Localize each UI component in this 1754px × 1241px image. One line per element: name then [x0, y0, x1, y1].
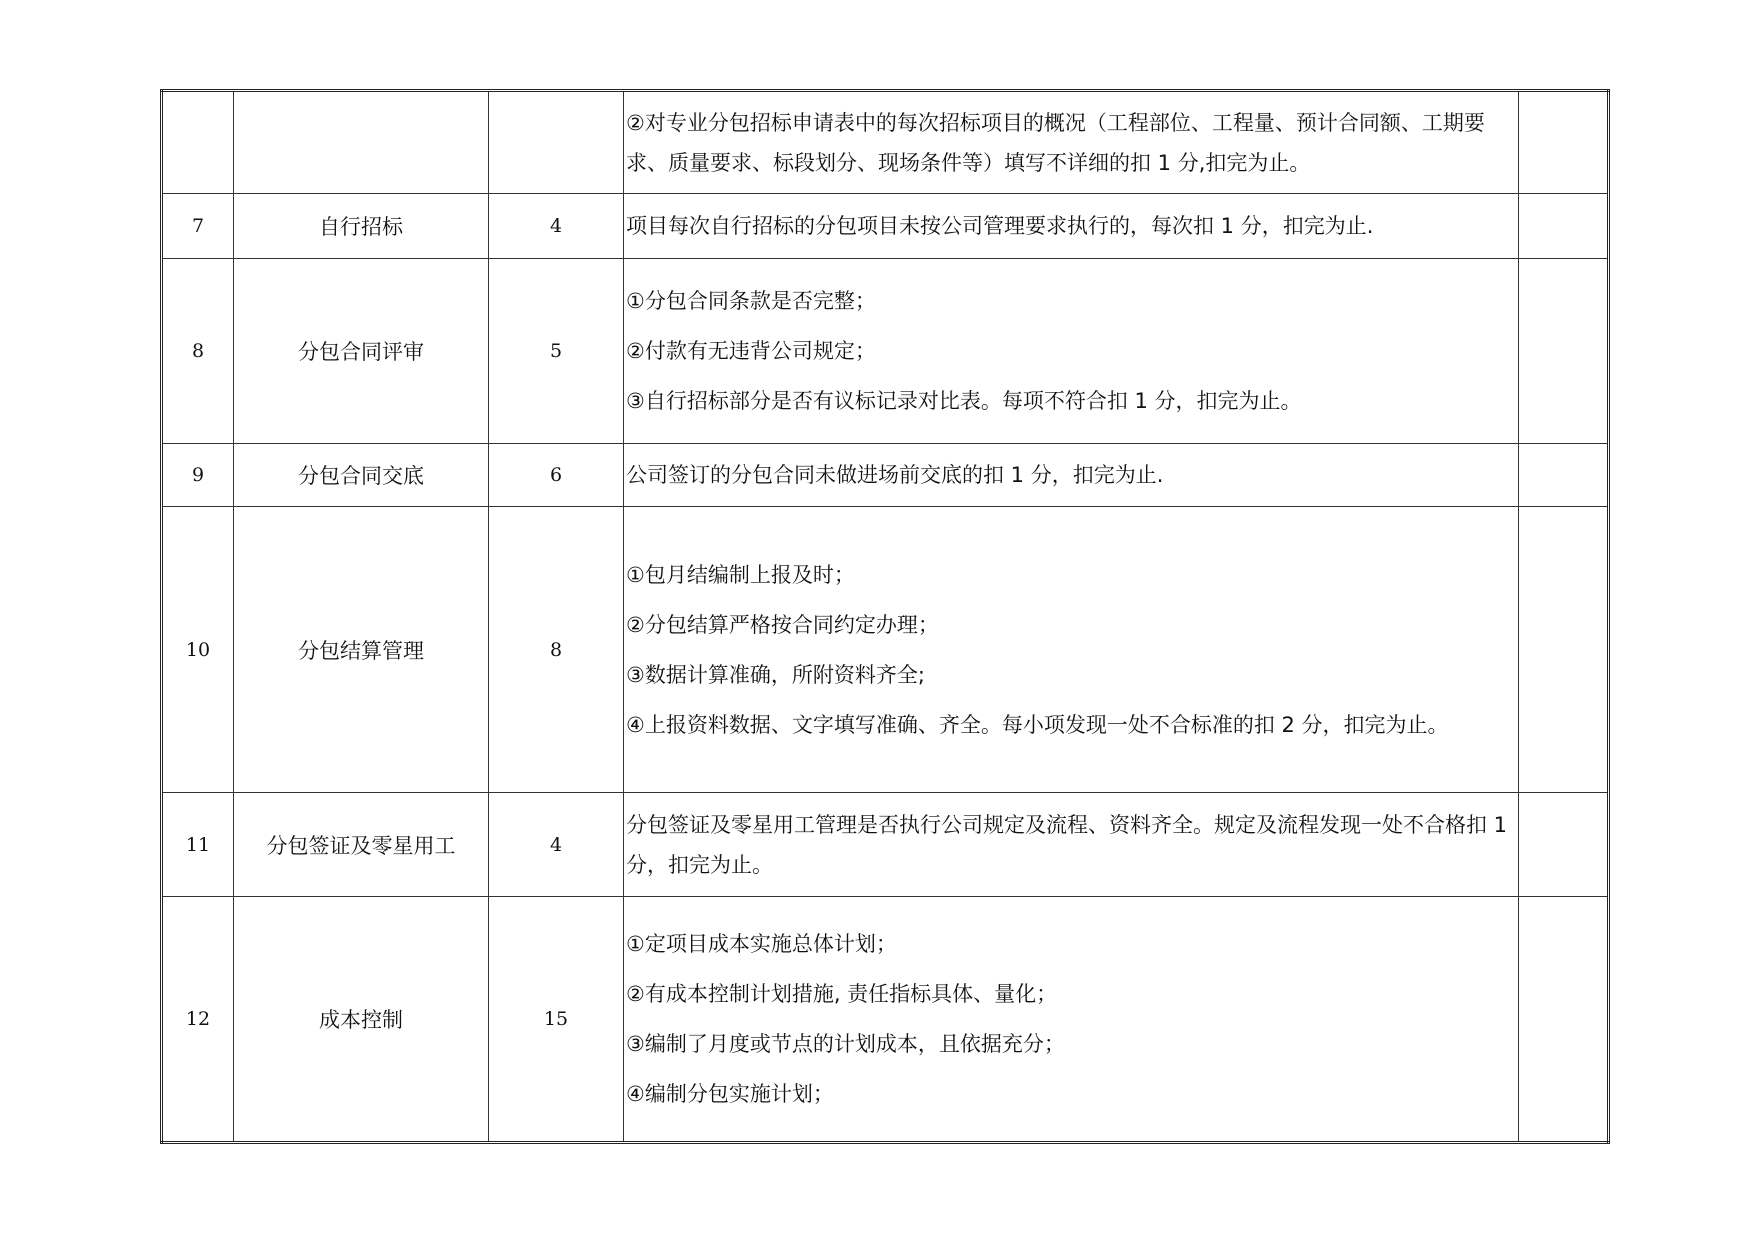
assessment-table-page: [160, 89, 1607, 1144]
item-score: 5: [489, 259, 624, 444]
criteria-line: ①定项目成本实施总体计划；: [626, 932, 897, 956]
item-score: 8: [489, 507, 624, 793]
criteria-line: ③数据计算准确，所附资料齐全;: [626, 662, 925, 687]
item-name: 自行招标: [234, 194, 489, 259]
item-name: 分包合同评审: [234, 259, 489, 444]
remark-cell: [1519, 897, 1609, 1143]
table-row: [162, 91, 1609, 194]
table-row: [162, 897, 1609, 1143]
item-score: 6: [489, 444, 624, 507]
criteria-line: ①分包合同条款是否完整；: [626, 289, 876, 313]
table-row: [162, 444, 1609, 507]
criteria-line: ④上报资料数据、文字填写准确、齐全。每小项发现一处不合标准的扣 2 分，扣完为止。: [626, 712, 1449, 737]
item-name: [234, 91, 489, 194]
assessment-table: [160, 89, 1610, 1144]
scoring-criteria: [624, 793, 1519, 897]
table-row: [162, 793, 1609, 897]
item-name: 成本控制: [234, 897, 489, 1143]
item-score: 4: [489, 793, 624, 897]
item-score: 15: [489, 897, 624, 1143]
criteria-line: ②有成本控制计划措施, 责任指标具体、量化；: [626, 982, 1058, 1006]
table-row: [162, 194, 1609, 259]
table-row: [162, 507, 1609, 793]
criteria-line: ①包月结编制上报及时；: [626, 562, 855, 587]
criteria-line: ②对专业分包招标申请表中的每次招标项目的概况（工程部位、工程量、预计合同额、工期要求、质量要求、标段划分、现场条件等）填写不详细的扣 1 分,扣完为止。: [626, 110, 1485, 175]
remark-cell: [1519, 259, 1609, 444]
item-score: [489, 91, 624, 194]
remark-cell: [1519, 194, 1609, 259]
item-number: 10: [162, 507, 234, 793]
criteria-line: ③编制了月度或节点的计划成本，且依据充分；: [626, 1032, 1065, 1056]
scoring-criteria: [624, 259, 1519, 444]
remark-cell: [1519, 507, 1609, 793]
criteria-line: ②付款有无违背公司规定；: [626, 339, 876, 363]
remark-cell: [1519, 444, 1609, 507]
criteria-line: ②分包结算严格按合同约定办理；: [626, 612, 939, 637]
criteria-line: ③自行招标部分是否有议标记录对比表。每项不符合扣 1 分，扣完为止。: [626, 389, 1302, 413]
scoring-criteria: [624, 194, 1519, 259]
criteria-line: 公司签订的分包合同未做进场前交底的扣 1 分，扣完为止.: [626, 463, 1164, 487]
item-number: 12: [162, 897, 234, 1143]
criteria-line: 项目每次自行招标的分包项目未按公司管理要求执行的，每次扣 1 分，扣完为止.: [626, 214, 1374, 238]
criteria-line: 分包签证及零星用工管理是否执行公司规定及流程、资料齐全。规定及流程发现一处不合格扣 1 分，扣完为止。: [626, 812, 1508, 877]
criteria-line: ④编制分包实施计划；: [626, 1082, 834, 1106]
item-number: 7: [162, 194, 234, 259]
scoring-criteria: [624, 444, 1519, 507]
item-number: 9: [162, 444, 234, 507]
item-number: [162, 91, 234, 194]
remark-cell: [1519, 91, 1609, 194]
scoring-criteria: [624, 897, 1519, 1143]
remark-cell: [1519, 793, 1609, 897]
scoring-criteria: [624, 91, 1519, 194]
item-number: 8: [162, 259, 234, 444]
scoring-criteria: [624, 507, 1519, 793]
item-number: 11: [162, 793, 234, 897]
item-name: 分包结算管理: [234, 507, 489, 793]
item-name: 分包签证及零星用工: [234, 793, 489, 897]
table-row: [162, 259, 1609, 444]
item-score: 4: [489, 194, 624, 259]
item-name: 分包合同交底: [234, 444, 489, 507]
